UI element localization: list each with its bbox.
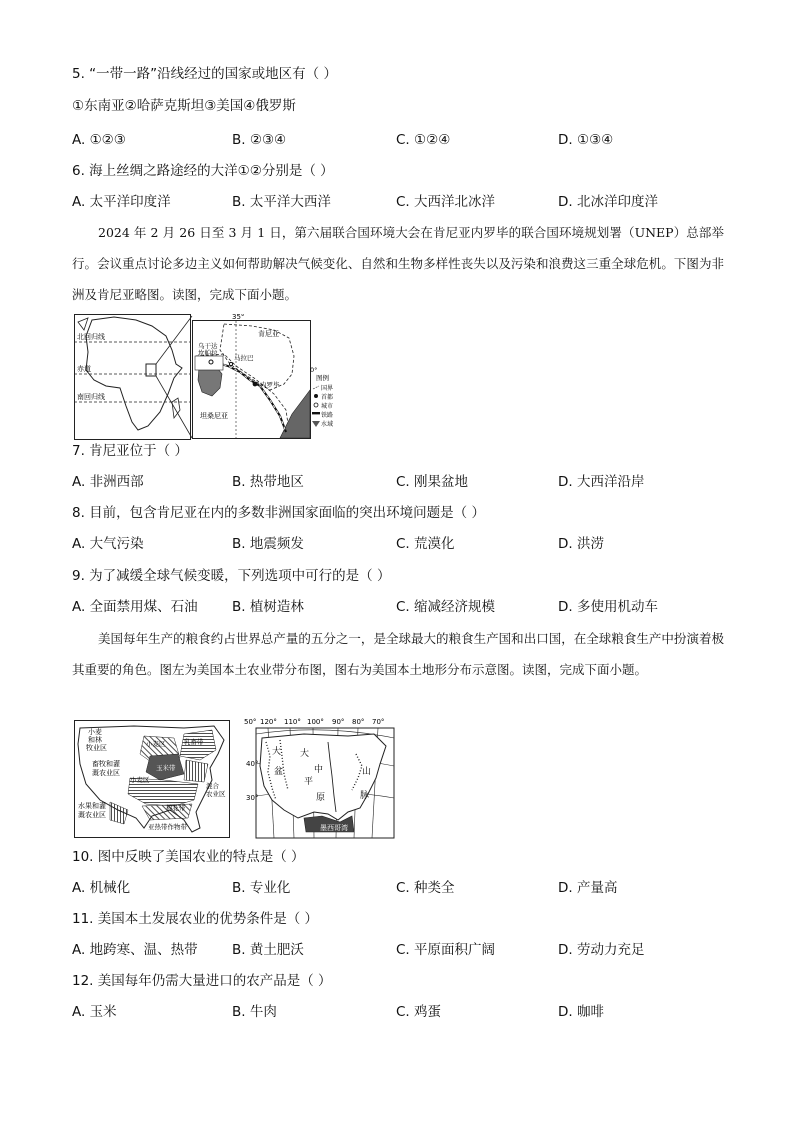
option-d[interactable]: D. 洪涝 [558, 536, 604, 552]
option-a[interactable]: A. 机械化 [72, 880, 131, 896]
svg-text:110°: 110° [284, 718, 301, 726]
question-11-stem: 11. 美国本土发展农业的优势条件是（ ） [72, 911, 319, 927]
option-c[interactable]: C. ①②④ [396, 132, 451, 148]
svg-text:棉花带: 棉花带 [166, 804, 186, 812]
question-8-stem: 8. 目前，包含肯尼亚在内的多数非洲国家面临的突出环境问题是（ ） [72, 505, 485, 521]
question-11-options [72, 941, 752, 959]
option-a[interactable]: A. 全面禁用煤、石油 [72, 599, 198, 615]
svg-text:畜牧和灌: 畜牧和灌 [92, 760, 120, 768]
svg-text:山: 山 [362, 767, 372, 777]
svg-text:大: 大 [300, 749, 310, 759]
tanzania-label: 坦桑尼亚 [200, 412, 228, 420]
svg-text:小麦区: 小麦区 [146, 740, 166, 748]
svg-text:农业区: 农业区 [206, 790, 226, 798]
option-b[interactable]: B. 植树造林 [232, 599, 304, 615]
option-b[interactable]: B. 牛肉 [232, 1004, 277, 1020]
usa-terrain-map [244, 716, 396, 840]
option-a[interactable]: A. 太平洋印度洋 [72, 194, 171, 210]
svg-text:70°: 70° [372, 718, 385, 726]
question-6-stem: 6. 海上丝绸之路途经的大洋①②分别是（ ） [72, 163, 334, 179]
option-b[interactable]: B. ②③④ [232, 132, 287, 148]
svg-text:40°: 40° [246, 760, 259, 768]
question-5-options [72, 131, 752, 149]
malaba-label: 马拉巴 [234, 354, 254, 362]
option-d[interactable]: D. 产量高 [558, 880, 618, 896]
question-9-stem: 9. 为了减缓全球气候变暖，下列选项中可行的是（ ） [72, 568, 391, 584]
legend-title: 图例 [316, 374, 329, 382]
svg-text:平: 平 [304, 777, 314, 787]
option-b[interactable]: B. 黄土肥沃 [232, 942, 304, 958]
svg-text:50°: 50° [244, 718, 257, 726]
capital-legend-icon [314, 394, 318, 398]
kenya-label: 肯尼亚 [258, 330, 279, 338]
option-c[interactable]: C. 鸡蛋 [396, 1004, 442, 1020]
option-a[interactable]: A. 大气污染 [72, 536, 144, 552]
svg-text:脉: 脉 [360, 791, 370, 801]
svg-text:90°: 90° [332, 718, 345, 726]
option-c[interactable]: C. 大西洋北冰洋 [396, 194, 496, 210]
question-10-options [72, 879, 752, 897]
option-d[interactable]: D. 咖啡 [558, 1004, 604, 1020]
water-legend-icon [312, 421, 320, 427]
svg-text:首都: 首都 [321, 394, 334, 401]
svg-text:混合: 混合 [206, 782, 219, 790]
option-b[interactable]: B. 地震频发 [232, 536, 304, 552]
border-legend-icon [313, 386, 319, 389]
svg-text:乳畜带: 乳畜带 [184, 738, 204, 746]
svg-text:和林: 和林 [88, 736, 102, 744]
tropic-cancer-label: 北回归线 [77, 333, 105, 341]
svg-text:原: 原 [316, 793, 326, 803]
question-10-stem: 10. 图中反映了美国农业的特点是（ ） [72, 849, 305, 865]
svg-text:城市: 城市 [321, 403, 334, 410]
city-legend-icon [314, 403, 318, 407]
equator-label: 赤道 [77, 365, 91, 373]
option-a[interactable]: A. ①②③ [72, 132, 126, 148]
option-c[interactable]: C. 刚果盆地 [396, 474, 469, 490]
option-a[interactable]: A. 玉米 [72, 1004, 117, 1020]
option-b[interactable]: B. 太平洋大西洋 [232, 194, 331, 210]
usa-agriculture-map [74, 720, 230, 838]
question-12-stem: 12. 美国每年仍需大量进口的农产品是（ ） [72, 973, 332, 989]
tropic-capricorn-label: 南回归线 [77, 393, 105, 401]
uganda-label: 乌干达 [198, 342, 218, 350]
svg-text:小麦区: 小麦区 [130, 776, 150, 784]
question-5-stem: 5. “一带一路”沿线经过的国家或地区有（ ） [72, 66, 337, 82]
passage-kenya: 2024 年 2 月 26 日至 3 月 1 日，第六届联合国环境大会在肯尼亚内罗毕的联合国环境规划署（UNEP）总部举行。会议重点讨论多边主义如何帮助解决气候变化、自然和生物多样性丧失以及污染和浪费这三重全球危机。下图为非洲及肯尼亚略图。读图，完成下面小题。 [72, 225, 724, 302]
option-c[interactable]: C. 平原面积广阔 [396, 942, 496, 958]
option-d[interactable]: D. 多使用机动车 [558, 599, 658, 615]
svg-text:水果和灌: 水果和灌 [78, 802, 106, 810]
svg-text:80°: 80° [352, 718, 365, 726]
option-d[interactable]: D. ①③④ [558, 132, 614, 148]
question-7-options [72, 473, 752, 491]
svg-text:牧业区: 牧业区 [86, 744, 107, 752]
option-b[interactable]: B. 热带地区 [232, 474, 304, 490]
svg-text:100°: 100° [307, 718, 324, 726]
question-7-stem: 7. 肯尼亚位于（ ） [72, 443, 188, 459]
kampala-label: 坎帕拉 [198, 349, 218, 357]
option-b[interactable]: B. 专业化 [232, 880, 291, 896]
railway-legend-icon [312, 412, 320, 414]
svg-text:铁路: 铁路 [321, 412, 334, 419]
longitude-label: 35° [232, 314, 245, 321]
option-c[interactable]: C. 荒漠化 [396, 536, 455, 552]
passage-usa: 美国每年生产的粮食约占世界总产量的五分之一，是全球最大的粮食生产国和出口国，在全球粮食生产中扮演着极其重要的角色。图左为美国本土农业带分布图，图右为美国本土地形分布示意图。读图，完成下面小题。 [72, 631, 724, 677]
svg-text:溉农业区: 溉农业区 [78, 811, 106, 819]
svg-text:中: 中 [314, 765, 324, 775]
option-c[interactable]: C. 缩减经济规模 [396, 599, 496, 615]
svg-text:大: 大 [272, 747, 282, 757]
option-d[interactable]: D. 北冰洋印度洋 [558, 194, 658, 210]
svg-text:玉米带: 玉米带 [156, 764, 176, 772]
svg-text:国界: 国界 [321, 385, 334, 392]
svg-text:墨西哥湾: 墨西哥湾 [320, 824, 348, 832]
option-a[interactable]: A. 地跨寒、温、热带 [72, 942, 198, 958]
option-d[interactable]: D. 劳动力充足 [558, 942, 645, 958]
svg-text:亚热带作物带: 亚热带作物带 [148, 823, 187, 831]
question-8-options [72, 535, 752, 553]
option-a[interactable]: A. 非洲西部 [72, 474, 144, 490]
option-d[interactable]: D. 大西洋沿岸 [558, 474, 645, 490]
zero-degree-label: 0° [310, 366, 318, 374]
africa-kenya-map [74, 314, 336, 440]
svg-text:小麦: 小麦 [88, 728, 102, 736]
question-12-options [72, 1003, 752, 1021]
svg-text:水域: 水域 [321, 421, 334, 428]
svg-text:盆: 盆 [274, 767, 284, 777]
nairobi-label: 内罗毕 [260, 381, 280, 389]
svg-text:溉农业区: 溉农业区 [92, 769, 120, 777]
svg-text:120°: 120° [260, 718, 277, 726]
question-5-statements: ①东南亚②哈萨克斯坦③美国④俄罗斯 [72, 98, 296, 114]
question-9-options [72, 598, 752, 616]
question-6-options [72, 193, 752, 211]
option-c[interactable]: C. 种类全 [396, 880, 455, 896]
svg-text:30°: 30° [246, 794, 259, 802]
